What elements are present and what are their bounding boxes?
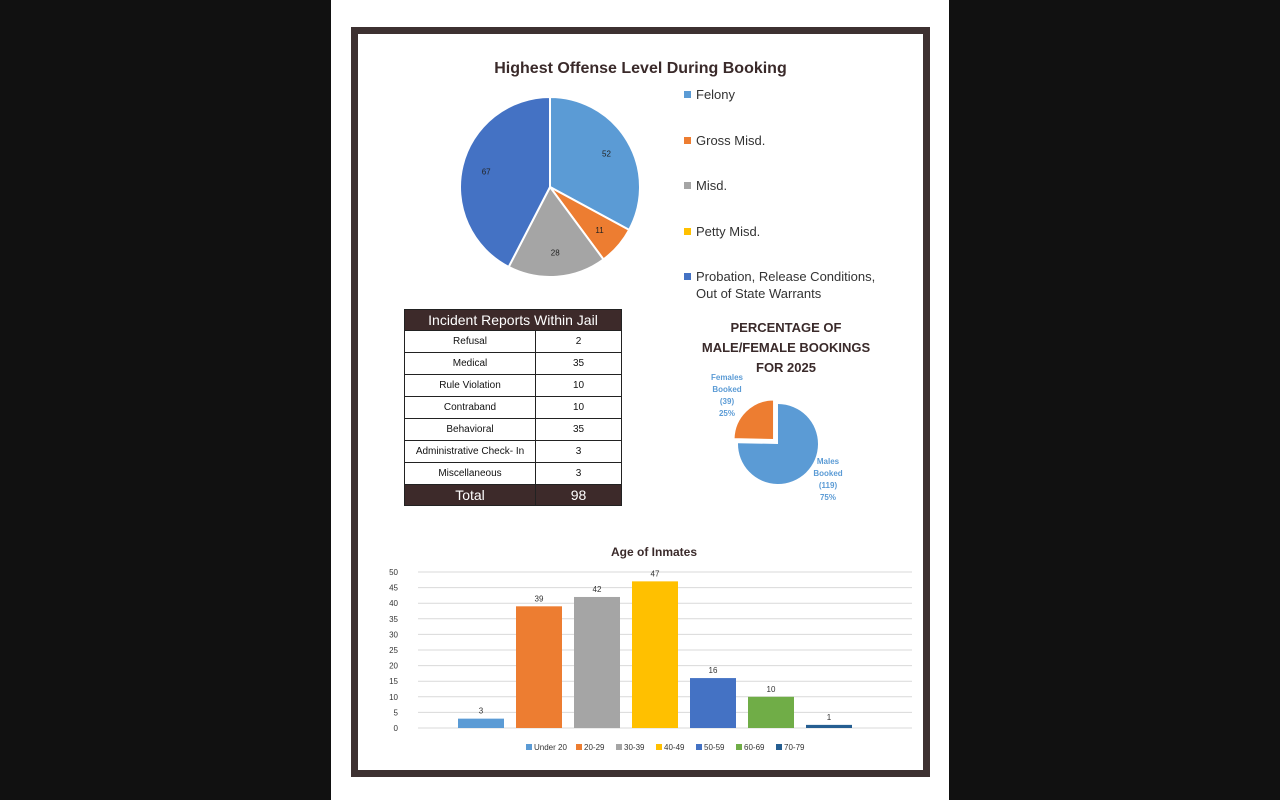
incident-count-cell: 3 bbox=[536, 463, 622, 485]
gender-title-line: FOR 2025 bbox=[756, 360, 816, 375]
female-label-line: (39) bbox=[719, 397, 735, 406]
female-label-line: Booked bbox=[712, 385, 742, 394]
male-booked-label bbox=[798, 456, 858, 504]
offense-pie-data-label: 67 bbox=[481, 167, 491, 177]
table-row bbox=[405, 397, 622, 419]
legend-label bbox=[696, 223, 911, 240]
age-legend-swatch bbox=[616, 744, 622, 750]
table-row bbox=[405, 353, 622, 375]
age-legend-swatch bbox=[776, 744, 782, 750]
age-bar-chart bbox=[376, 534, 916, 760]
legend-label bbox=[696, 132, 911, 149]
bar-data-label: 39 bbox=[534, 594, 544, 604]
y-tick-label: 20 bbox=[389, 661, 398, 671]
offense-pie-data-label: 52 bbox=[602, 149, 611, 159]
legend-label-line: Gross Misd. bbox=[696, 132, 766, 148]
incident-count-cell: 2 bbox=[536, 331, 622, 353]
incident-type-cell: Refusal bbox=[405, 331, 536, 353]
incident-type-cell: Rule Violation bbox=[405, 375, 536, 397]
table-row bbox=[405, 375, 622, 397]
incident-count-cell: 35 bbox=[536, 353, 622, 375]
age-legend-swatch bbox=[736, 744, 742, 750]
age-bar bbox=[458, 719, 504, 728]
offense-pie-data-label: 28 bbox=[550, 248, 560, 258]
table-row bbox=[405, 463, 622, 485]
y-tick-label: 10 bbox=[389, 692, 398, 702]
legend-label-line: Petty Misd. bbox=[696, 223, 761, 239]
age-bar bbox=[574, 597, 620, 728]
incident-reports-table bbox=[404, 309, 622, 506]
age-chart-title: Age of Inmates bbox=[610, 545, 698, 559]
bar-data-label: 47 bbox=[650, 569, 660, 579]
legend-label-line: Out of State Warrants bbox=[696, 286, 822, 301]
legend-swatch bbox=[684, 273, 691, 280]
incident-count-cell: 10 bbox=[536, 397, 622, 419]
age-legend-swatch bbox=[526, 744, 532, 750]
y-tick-label: 0 bbox=[393, 724, 398, 733]
table-row bbox=[405, 419, 622, 441]
age-legend-label: 70-79 bbox=[784, 743, 805, 752]
age-legend-swatch bbox=[696, 744, 702, 750]
legend-swatch bbox=[684, 137, 691, 144]
incident-count-cell: 35 bbox=[536, 419, 622, 441]
y-tick-label: 25 bbox=[389, 646, 398, 655]
y-tick-label: 45 bbox=[389, 583, 398, 593]
age-legend-label: 30-39 bbox=[624, 743, 645, 752]
age-legend-label: 40-49 bbox=[664, 743, 685, 752]
report-frame bbox=[351, 27, 930, 777]
male-label-line: Booked bbox=[813, 469, 843, 478]
legend-swatch bbox=[684, 182, 691, 189]
age-bar bbox=[748, 697, 794, 728]
male-label-line: (119) bbox=[818, 481, 838, 490]
male-label-line: 75% bbox=[819, 493, 836, 502]
legend-swatch bbox=[684, 91, 691, 98]
incident-table-body bbox=[405, 331, 622, 506]
bar-data-label: 42 bbox=[592, 584, 602, 594]
total-value-cell: 98 bbox=[536, 485, 622, 506]
age-legend-label: 20-29 bbox=[584, 743, 605, 752]
offense-pie-chart bbox=[458, 96, 642, 282]
age-legend-label: 50-59 bbox=[704, 743, 725, 752]
bar-data-label: 3 bbox=[478, 706, 484, 716]
table-row bbox=[405, 331, 622, 353]
female-label-line: 25% bbox=[718, 409, 735, 418]
table-total-row bbox=[405, 485, 622, 506]
age-legend-swatch bbox=[576, 744, 582, 750]
age-legend-swatch bbox=[656, 744, 662, 750]
legend-label bbox=[696, 86, 911, 103]
incident-type-cell: Administrative Check- In bbox=[405, 441, 536, 463]
age-legend-label: Under 20 bbox=[534, 743, 567, 752]
incident-count-cell: 10 bbox=[536, 375, 622, 397]
y-tick-label: 50 bbox=[389, 568, 398, 577]
offense-chart-title: Highest Offense Level During Booking bbox=[494, 60, 787, 77]
bar-data-label: 1 bbox=[826, 712, 832, 722]
bar-data-label: 10 bbox=[766, 684, 776, 694]
legend-label-line: Misd. bbox=[696, 178, 728, 193]
incident-type-cell: Medical bbox=[405, 353, 536, 375]
age-legend-label: 60-69 bbox=[744, 743, 765, 752]
y-tick-label: 15 bbox=[389, 677, 398, 687]
legend-label bbox=[696, 177, 911, 194]
y-tick-label: 40 bbox=[389, 599, 398, 609]
incident-type-cell: Contraband bbox=[405, 397, 536, 419]
incident-table-title: Incident Reports Within Jail bbox=[405, 310, 622, 331]
incident-count-cell: 3 bbox=[536, 441, 622, 463]
age-bar bbox=[690, 678, 736, 728]
y-tick-label: 35 bbox=[389, 614, 398, 624]
gender-chart-title bbox=[686, 318, 886, 378]
female-booked-label bbox=[697, 372, 757, 420]
legend-swatch bbox=[684, 228, 691, 235]
y-tick-label: 5 bbox=[393, 708, 398, 718]
male-label-line: Males bbox=[816, 457, 840, 466]
age-bar bbox=[632, 581, 678, 728]
legend-label-line: Probation, Release Conditions, bbox=[696, 269, 876, 284]
table-row bbox=[405, 441, 622, 463]
female-label-line: Females bbox=[710, 373, 744, 382]
incident-type-cell: Behavioral bbox=[405, 419, 536, 441]
legend-label bbox=[696, 268, 911, 302]
age-bar bbox=[806, 725, 852, 728]
document-page bbox=[331, 0, 949, 800]
age-bar bbox=[516, 606, 562, 728]
legend-label-line: Felony bbox=[696, 87, 736, 102]
bar-data-label: 16 bbox=[708, 666, 718, 676]
gender-title-line: MALE/FEMALE BOOKINGS bbox=[701, 340, 871, 355]
gender-title-line: PERCENTAGE OF bbox=[730, 320, 842, 335]
y-tick-label: 30 bbox=[389, 630, 398, 640]
total-label-cell: Total bbox=[405, 485, 536, 506]
incident-type-cell: Miscellaneous bbox=[405, 463, 536, 485]
offense-pie-data-label: 11 bbox=[595, 226, 604, 236]
